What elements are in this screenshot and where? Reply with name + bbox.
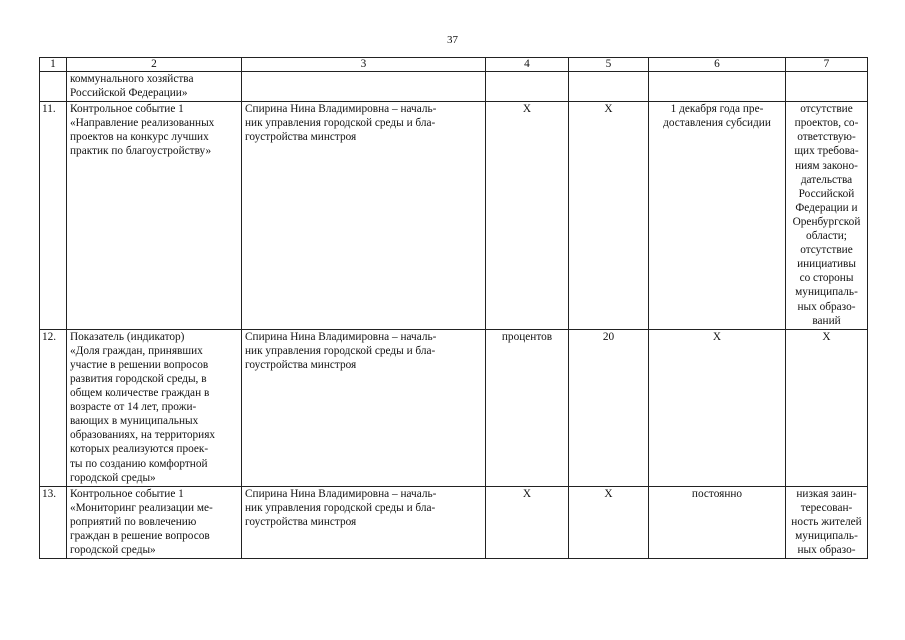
row-deadline: 1 декабря года пре- доставления субсидии bbox=[649, 102, 786, 330]
row-value bbox=[569, 72, 649, 102]
row-risk bbox=[786, 72, 868, 102]
row-value: Х bbox=[569, 486, 649, 558]
page-number: 37 bbox=[447, 34, 458, 46]
row-number: 13. bbox=[40, 486, 67, 558]
row-unit: процентов bbox=[486, 329, 569, 486]
row-unit: Х bbox=[486, 102, 569, 330]
row-name: коммунального хозяйства Российской Федерации» bbox=[67, 72, 242, 102]
row-deadline bbox=[649, 72, 786, 102]
row-name: Контрольное событие 1 «Мониторинг реализации ме- роприятий по вовлечению граждан в решение вопросов городской среды» bbox=[67, 486, 242, 558]
table-row bbox=[40, 102, 868, 330]
row-number: 12. bbox=[40, 329, 67, 486]
row-responsible: Спирина Нина Владимировна – началь- ник управления городской среды и бла- гоустройства минстроя bbox=[242, 102, 486, 330]
column-number: 1 bbox=[40, 58, 67, 72]
column-number-row bbox=[40, 58, 868, 72]
activity-table bbox=[39, 57, 868, 559]
row-number bbox=[40, 72, 67, 102]
row-deadline: постоянно bbox=[649, 486, 786, 558]
column-number: 6 bbox=[649, 58, 786, 72]
row-risk: низкая заин- тересован- ность жителей муниципаль- ных образо- bbox=[786, 486, 868, 558]
row-deadline: Х bbox=[649, 329, 786, 486]
table-row bbox=[40, 72, 868, 102]
table-row bbox=[40, 486, 868, 558]
row-responsible: Спирина Нина Владимировна – началь- ник управления городской среды и бла- гоустройства минстроя bbox=[242, 329, 486, 486]
row-value: Х bbox=[569, 102, 649, 330]
column-number: 5 bbox=[569, 58, 649, 72]
row-responsible: Спирина Нина Владимировна – началь- ник управления городской среды и бла- гоустройства минстроя bbox=[242, 486, 486, 558]
column-number: 4 bbox=[486, 58, 569, 72]
row-name: Показатель (индикатор) «Доля граждан, принявших участие в решении вопросов развития городской среды, в общем количестве граждан в возрасте от 14 лет, прожи- вающих в муниципальных образованиях, на территориях которых реализуются проек- ты по созданию комфортной городской среды» bbox=[67, 329, 242, 486]
column-number: 7 bbox=[786, 58, 868, 72]
row-responsible bbox=[242, 72, 486, 102]
row-name: Контрольное событие 1 «Направление реализованных проектов на конкурс лучших практик по благоустройству» bbox=[67, 102, 242, 330]
row-number: 11. bbox=[40, 102, 67, 330]
table-row bbox=[40, 329, 868, 486]
row-unit: Х bbox=[486, 486, 569, 558]
column-number: 2 bbox=[67, 58, 242, 72]
row-unit bbox=[486, 72, 569, 102]
row-value: 20 bbox=[569, 329, 649, 486]
row-risk: отсутствие проектов, со- ответствую- щих требова- ниям законо- дательства Российской Федерации и Оренбургской области; отсутствие инициативы со стороны муниципаль- ных образо- ваний bbox=[786, 102, 868, 330]
row-risk: Х bbox=[786, 329, 868, 486]
column-number: 3 bbox=[242, 58, 486, 72]
